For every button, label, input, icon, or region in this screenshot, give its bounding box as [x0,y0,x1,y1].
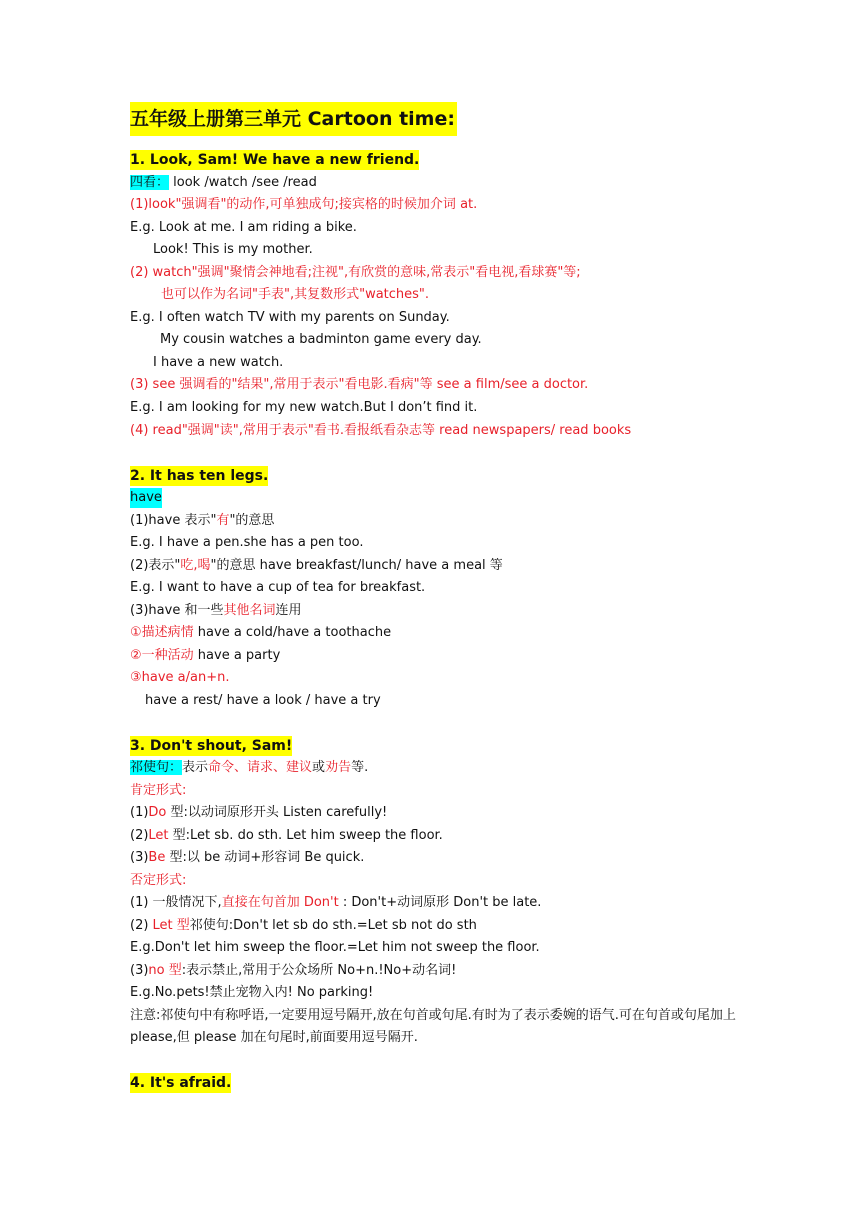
s3-negative-1: (1) 一般情况下,直接在句首加 Don't : Don't+动词原形 Don't be late. [130,895,542,910]
s1-example-2: E.g. I often watch TV with my parents on Sunday. [130,310,450,325]
s1-example-3: E.g. I am looking for my new watch.But I don’t find it. [130,400,478,415]
s2-collocation-3: ③have a/an+n. [130,670,230,685]
page-title: 五年级上册第三单元 Cartoon time: [130,102,457,136]
s1-example-1: E.g. Look at me. I am riding a bike. [130,220,357,235]
s1-tag: 四看： [130,175,170,190]
s1-point-1: (1)look"强调看"的动作,可单独成句;接宾格的时候加介词 at. [130,197,478,212]
s3-definition: 祁使句：表示命令、请求、建议或劝告等. [130,760,369,775]
section-4-heading: 4. It's afraid. [130,1075,232,1091]
s1-point-2: (2) watch"强调"聚情会神地看;注视",有欣赏的意味,常表示"看电视,看球赛"等; [130,265,581,280]
s1-tag-line [130,173,317,193]
section-3-heading: 3. Don't shout, Sam! [130,738,293,754]
s2-example-2: E.g. I want to have a cup of tea for breakfast. [130,580,426,595]
s1-point-3: (3) see 强调看的"结果",常用于表示"看电影.看病"等 see a film/see a doctor. [130,377,589,392]
s1-example-2c: I have a new watch. [153,355,284,370]
s1-point-2b: 也可以作为名词"手表",其复数形式"watches". [161,287,430,302]
s3-positive-label: 肯定形式: [130,783,187,798]
s3-negative-3: (3)no 型:表示禁止,常用于公众场所 No+n.!No+动名词! [130,963,457,978]
section-2-heading: 2. It has ten legs. [130,468,269,484]
s1-example-2b: My cousin watches a badminton game every day. [160,332,482,347]
s3-positive-1: (1)Do 型:以动词原形开头 Listen carefully! [130,805,388,820]
s3-negative-2: (2) Let 型祁使句:Don't let sb do sth.=Let sb not do sth [130,918,477,933]
s2-example-1: E.g. I have a pen.she has a pen too. [130,535,364,550]
s2-point-1: (1)have 表示"有"的意思 [130,513,275,528]
s1-tag-rest: look /watch /see /read [169,175,317,190]
s3-positive-2: (2)Let 型:Let sb. do sth. Let him sweep the floor. [130,828,443,843]
s2-collocation-1: ①描述病情 have a cold/have a toothache [130,625,392,640]
s2-point-2: (2)表示"吃,喝"的意思 have breakfast/lunch/ have a meal 等 [130,558,503,573]
s2-collocation-2: ②一种活动 have a party [130,648,281,663]
s2-tag: have [130,488,162,508]
section-1-heading: 1. Look, Sam! We have a new friend. [130,152,420,168]
s3-negative-3-example: E.g.No.pets!禁止宠物入内! No parking! [130,985,374,1000]
s2-collocation-3-example: have a rest/ have a look / have a try [145,693,381,708]
s3-positive-3: (3)Be 型:以 be 动词+形容词 Be quick. [130,850,365,865]
s1-example-1b: Look! This is my mother. [153,242,313,257]
s2-point-3: (3)have 和一些其他名词连用 [130,603,302,618]
s3-note: 注意:祁使句中有称呼语,一定要用逗号隔开,放在句首或句尾.有时为了表示委婉的语气.可在句首或句尾加上 please,但 please 加在句尾时,前面要用逗号隔开. [130,1008,736,1045]
s1-point-4: (4) read"强调"读",常用于表示"看书.看报纸看杂志等 read newspapers/ read books [130,423,632,438]
s3-negative-2-example: E.g.Don't let him sweep the floor.=Let him not sweep the floor. [130,940,540,955]
s3-negative-label: 否定形式: [130,873,187,888]
